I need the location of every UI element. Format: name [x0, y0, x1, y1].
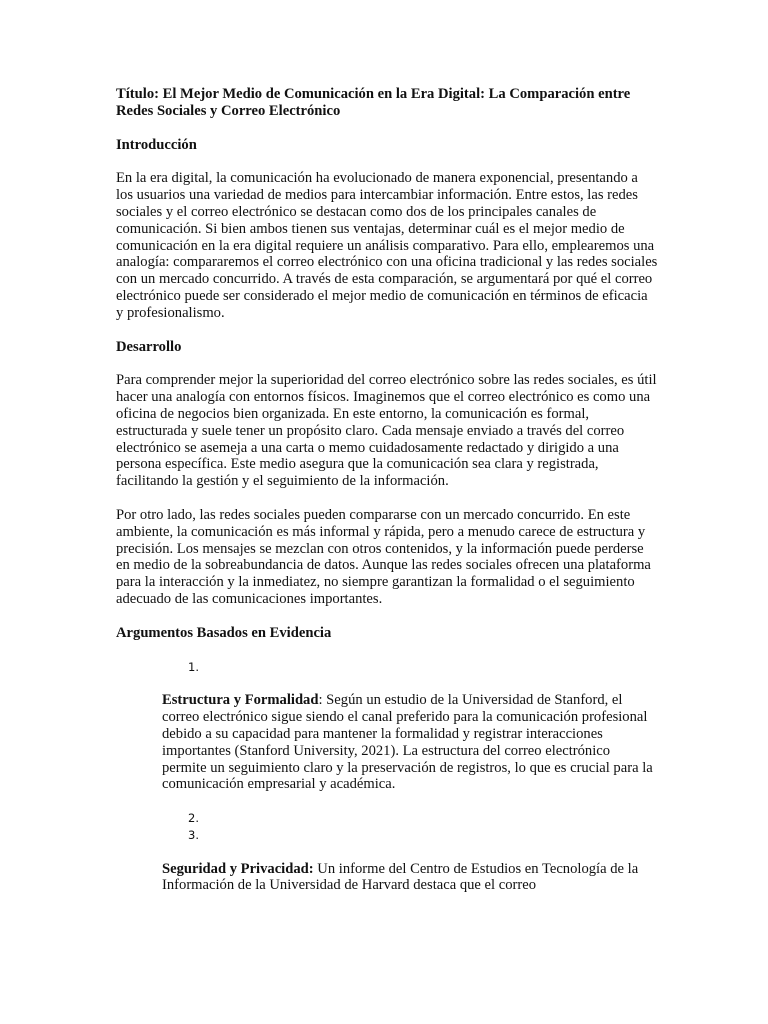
list-item-structure-label: Estructura y Formalidad — [162, 692, 319, 709]
development-heading: Desarrollo — [116, 338, 182, 355]
arguments-heading: Argumentos Basados en Evidencia — [116, 624, 332, 641]
intro-heading: Introducción — [116, 136, 197, 153]
list-item-structure — [162, 692, 658, 793]
list-number-3: 3. — [188, 827, 199, 842]
list-item-security-label: Seguridad y Privacidad: — [162, 860, 314, 877]
list-number-2: 2. — [188, 811, 199, 826]
development-paragraph-1: Para comprender mejor la superioridad del correo electrónico sobre las redes sociales, es útil hacer una analogía con entornos físicos. Imaginemos que el correo electrónico es como una oficina de negocios bien organizada. En este entorno, la comunicación es formal, estructurada y suele tener un propósito claro. Cada mensaje enviado a través del correo electrónico se asemeja a una carta o memo cuidadosamente redactado y dirigido a una persona específica. Este medio asegura que la comunicación sea clara y registrada, facilitando la gestión y el seguimiento de la información. — [116, 372, 657, 490]
document-title: Título: El Mejor Medio de Comunicación en la Era Digital: La Comparación entre Redes Sociales y Correo Electrónico — [116, 86, 631, 119]
list-item-structure-text: : Según un estudio de la Universidad de Stanford, el correo electrónico sigue siendo el canal preferido para la comunicación profesional debido a su capacidad para mantener la formalidad y registrar interacciones importantes (Stanford University, 2021). La estructura del correo electrónico permite un seguimiento claro y la preservación de registros, lo que es crucial para la comunicación empresarial y académica. — [162, 692, 653, 793]
list-numbers-block — [116, 810, 658, 844]
list-item-security — [162, 861, 658, 895]
document-page — [116, 86, 658, 911]
development-paragraph-2: Por otro lado, las redes sociales pueden compararse con un mercado concurrido. En este ambiente, la comunicación es más informal y rápida, pero a menudo carece de estructura y precisión. Los mensajes se mezclan con otros contenidos, y la información puede perderse en medio de la sobreabundancia de datos. Aunque las redes sociales ofrecen una plataforma para la interacción y la inmediatez, no siempre garantizan la formalidad o el seguimiento adecuado de las comunicaciones importantes. — [116, 506, 651, 607]
list-number-1: 1. — [188, 659, 199, 674]
list-item-security-text: Un informe del Centro de Estudios en Tecnología de la Información de la Universidad de Harvard destaca que el correo — [162, 860, 639, 894]
intro-paragraph: En la era digital, la comunicación ha evolucionado de manera exponencial, presentando a los usuarios una variedad de medios para intercambiar información. Entre estos, las redes sociales y el correo electrónico se destacan como dos de los principales canales de comunicación. Si bien ambos tienen sus ventajas, determinar cuál es el mejor medio de comunicación en la era digital requiere un análisis comparativo. Para ello, emplearemos una analogía: compararemos el correo electrónico con una oficina tradicional y las redes sociales con un mercado concurrido. A través de esta comparación, se argumentará por qué el correo electrónico puede ser considerado el mejor medio de comunicación en términos de eficacia y profesionalismo. — [116, 170, 658, 321]
